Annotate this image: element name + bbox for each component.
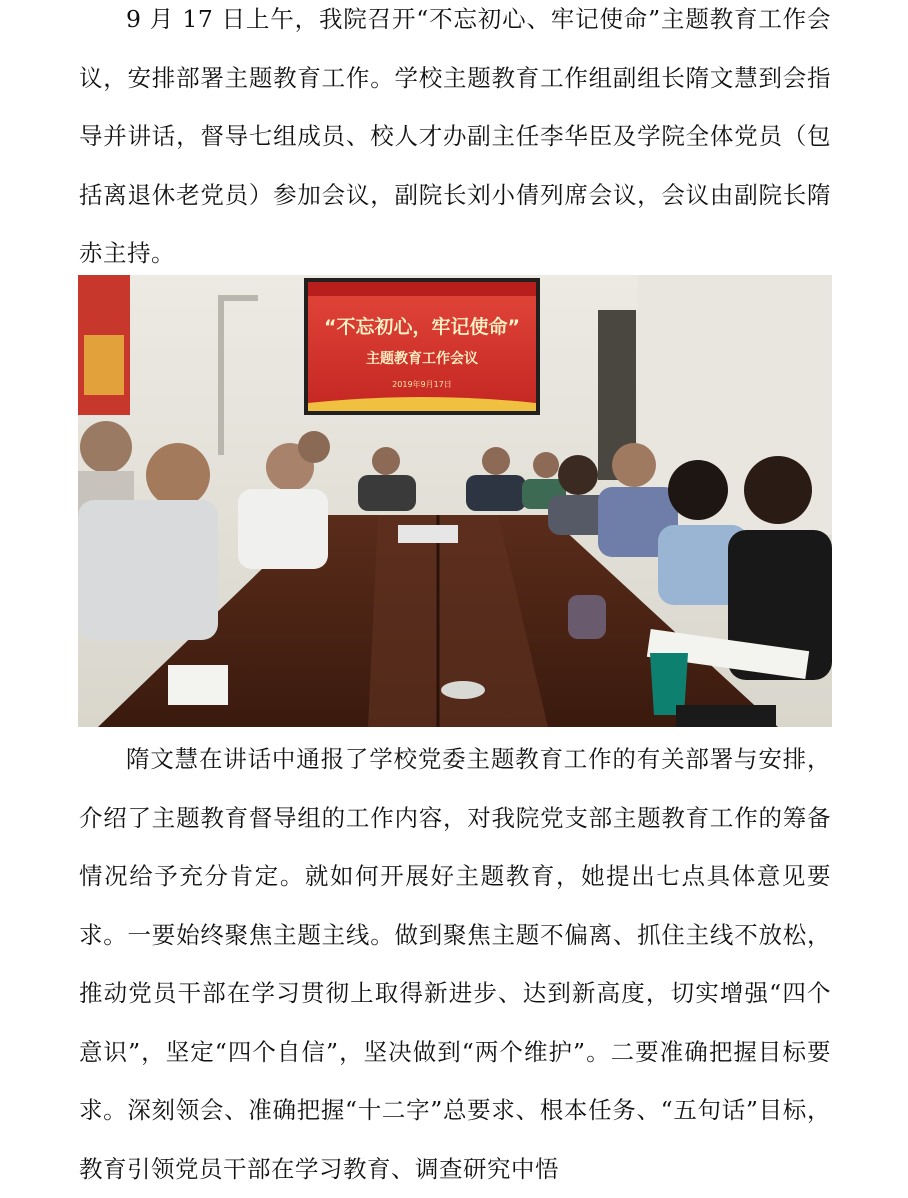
projection-screen: [308, 282, 536, 411]
screen-date: 2019年9月17日: [392, 380, 452, 389]
meeting-photo: [78, 275, 832, 727]
screen-subtitle: 主题教育工作会议: [366, 351, 478, 367]
paragraph-intro: 9 月 17 日上午，我院召开“不忘初心、牢记使命”主题教育工作会议，安排部署主题教育工作。学校主题教育工作组副组长隋文慧到会指导并讲话，督导七组成员、校人才办副主任李华臣及学院全体党员（包括离退休老党员）参加会议，副院长刘小倩列席会议，会议由副院长隋赤主持。: [79, 5, 831, 267]
paragraph-speech: 隋文慧在讲话中通报了学校党委主题教育工作的有关部署与安排，介绍了主题教育督导组的工作内容，对我院党支部主题教育工作的筹备情况给予充分肯定。就如何开展好主题教育，她提出七点具体意见要求。一要始终聚焦主题主线。做到聚焦主题不偏离、抓住主线不放松，推动党员干部在学习贯彻上取得新进步、达到新高度，切实增强“四个意识”，坚定“四个自信”，坚决做到“两个维护”。二要准确把握目标要求。深刻领会、准确把握“十二字”总要求、根本任务、“五句话”目标，教育引领党员干部在学习教育、调查研究中悟: [79, 745, 831, 1183]
screen-title: “不忘初心，牢记使命”: [324, 316, 520, 338]
